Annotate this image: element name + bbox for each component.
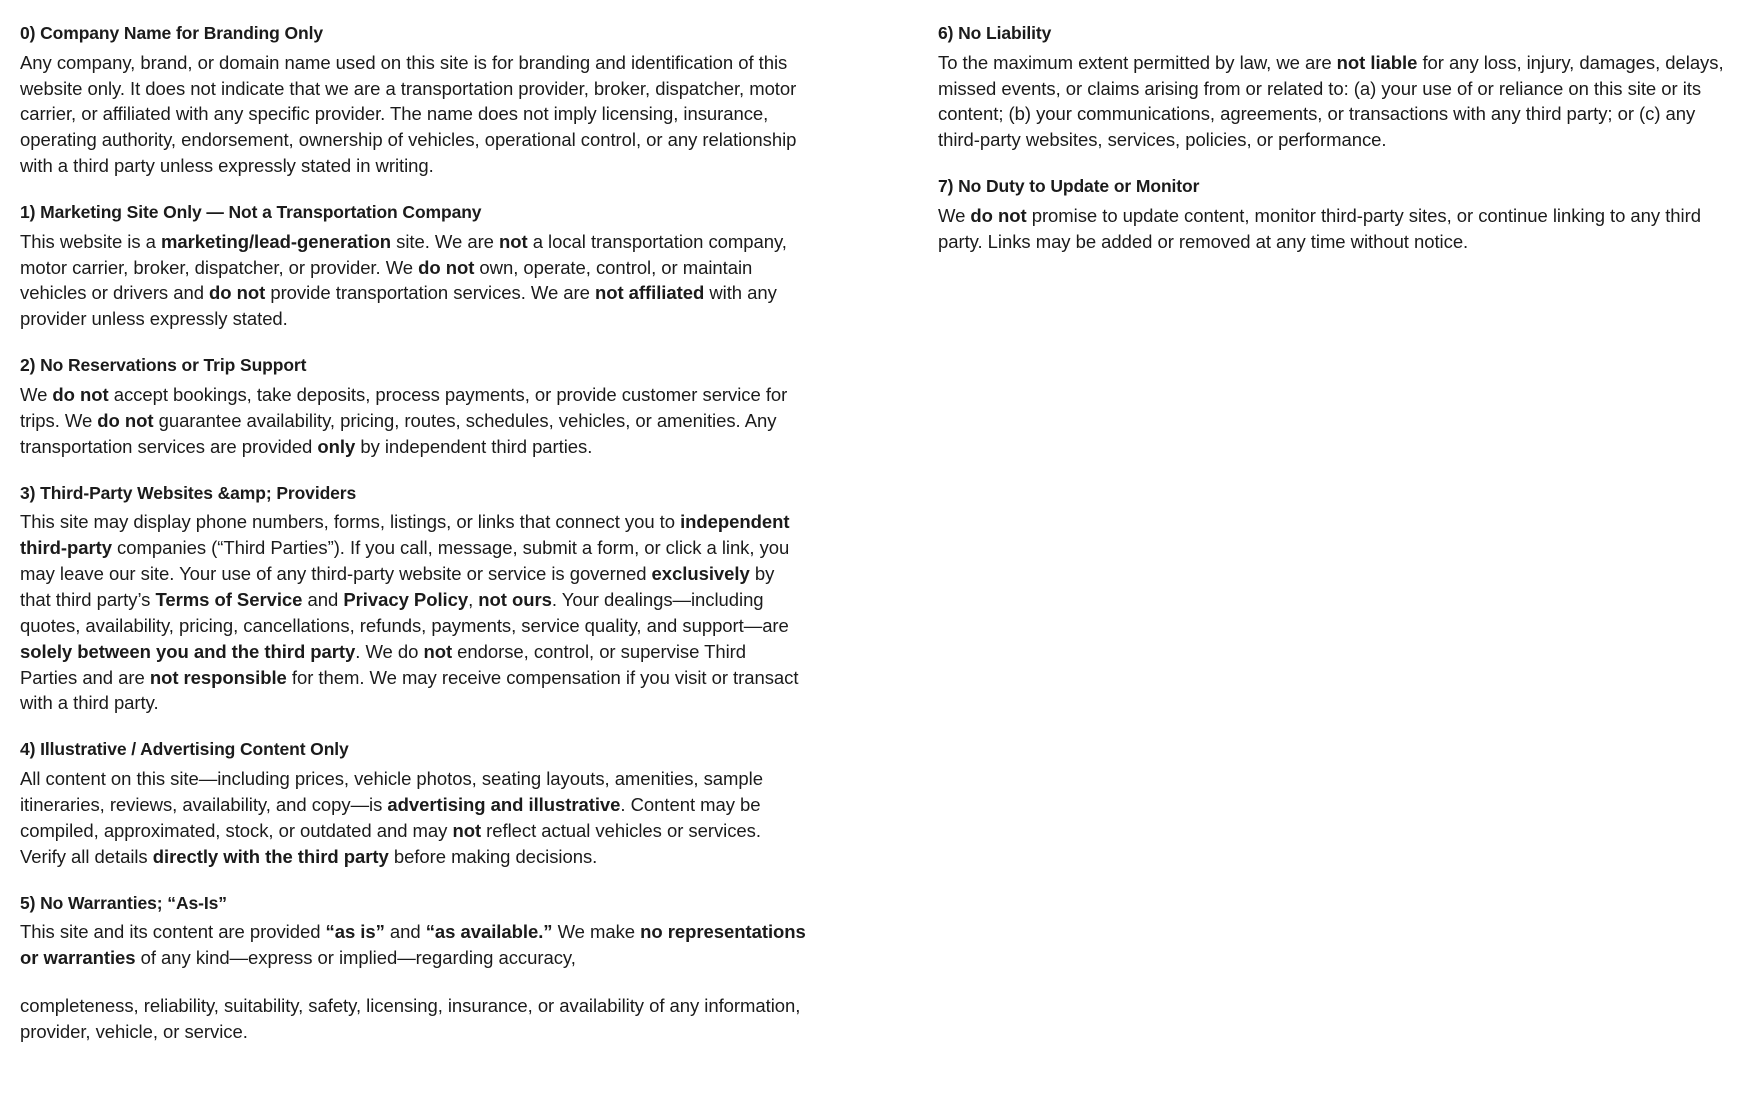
section-4-heading: 4) Illustrative / Advertising Content Only (20, 739, 349, 760)
section-3-heading: 3) Third-Party Websites &amp; Providers (20, 482, 357, 503)
section-2 (20, 354, 808, 459)
section-1-body: This website is a marketing/lead-generation site. We are not a local transportation company, motor carrier, broker, dispatcher, or provider. We do not own, operate, control, or maintain vehicles or drivers and do not provide transportation services. We are not affiliated with any provider unless expressly stated. (20, 230, 787, 330)
section-7 (938, 175, 1726, 254)
section-5 (20, 892, 808, 971)
section-5-continuation-body: completeness, reliability, suitability, safety, licensing, insurance, or availability of any information, provider, vehicle, or service. (20, 994, 801, 1042)
section-0-heading: 0) Company Name for Branding Only (20, 23, 323, 43)
section-2-heading: 2) No Reservations or Trip Support (20, 355, 307, 376)
section-7-heading: 7) No Duty to Update or Monitor (938, 176, 1200, 197)
section-5-heading: 5) No Warranties; “As-Is” (20, 892, 227, 913)
section-1 (20, 201, 808, 332)
section-4-body: All content on this site—including prices, vehicle photos, seating layouts, amenities, sample itineraries, reviews, availability, and copy—is advertising and illustrative. Content may be compiled, approximated, stock, or outdated and may not reflect actual vehicles or services. Verify all details directly with the third party before making decisions. (20, 767, 763, 867)
section-1-heading: 1) Marketing Site Only — Not a Transportation Company (20, 202, 482, 223)
section-3 (20, 482, 808, 717)
section-5-body: This site and its content are provided “as is” and “as available.” We make no representations or warranties of any kind—express or implied—regarding accuracy, (20, 921, 806, 969)
section-6-heading: 6) No Liability (938, 23, 1052, 43)
section-3-body: This site may display phone numbers, forms, listings, or links that connect you to independent third-party companies (“Third Parties”). If you call, message, submit a form, or click a link, you may leave our site. Your use of any third-party website or service is governed exclusively by that third party’s Terms of Service and Privacy Policy, not ours. Your dealings—including quotes, availability, pricing, cancellations, refunds, payments, service quality, and support—are solely between you and the third party. We do not endorse, control, or supervise Third Parties and are not responsible for them. We may receive compensation if you visit or transact with a third party. (20, 511, 799, 714)
section-0-body: Any company, brand, or domain name used on this site is for branding and identification of this website only. It does not indicate that we are a transportation provider, broker, dispatcher, motor carrier, or affiliated with any specific provider. The name does not imply licensing, insurance, operating authority, endorsement, ownership of vehicles, operational control, or any relationship with a third party unless expressly stated in writing. (20, 51, 797, 177)
section-6 (938, 22, 1726, 153)
section-7-body: We do not promise to update content, monitor third-party sites, or continue linking to any third party. Links may be added or removed at any time without notice. (938, 204, 1701, 252)
section-0 (20, 22, 808, 179)
section-5-continuation (20, 993, 808, 1045)
section-2-body: We do not accept bookings, take deposits, process payments, or provide customer service for trips. We do not guarantee availability, pricing, routes, schedules, vehicles, or amenities. Any transportation services are provided only by independent third parties. (20, 383, 788, 457)
section-4 (20, 738, 808, 869)
section-6-body: To the maximum extent permitted by law, we are not liable for any loss, injury, damages, delays, missed events, or claims arising from or related to: (a) your use of or reliance on this site or its content; (b) your communications, agreements, or transactions with any third party; or (c) any third-party websites, services, policies, or performance. (938, 51, 1724, 151)
